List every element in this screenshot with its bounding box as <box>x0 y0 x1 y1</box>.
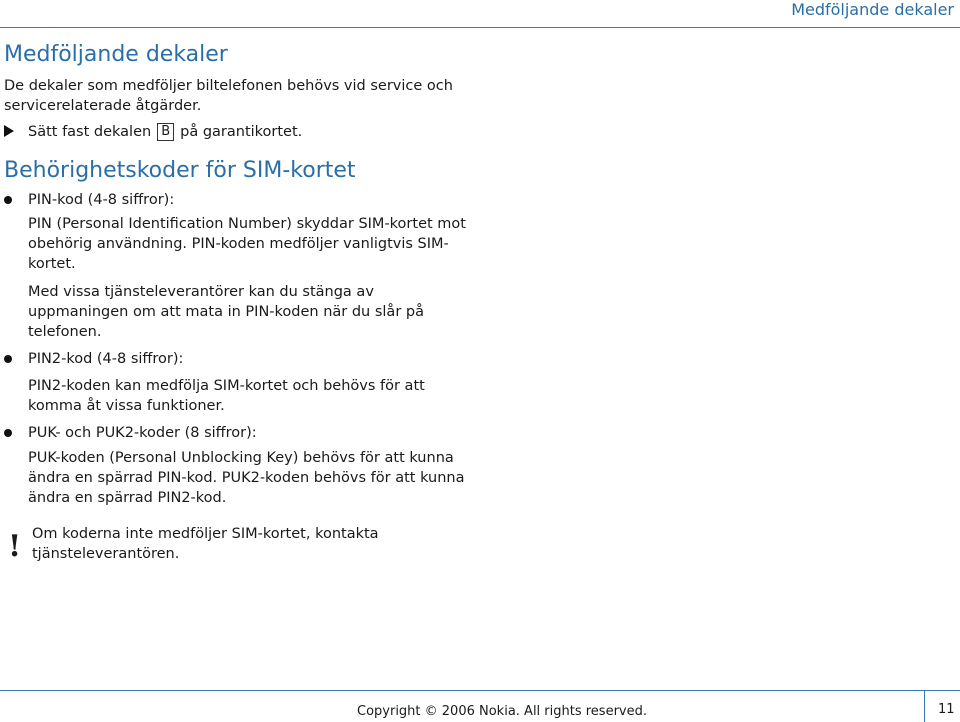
footer-separator <box>924 690 925 722</box>
arrow-right-icon <box>4 125 14 137</box>
page-title: Medföljande dekaler <box>4 42 228 67</box>
step-text-before: Sätt fast dekalen <box>28 124 152 140</box>
bullet-dot-icon <box>4 196 12 204</box>
copyright-text: Copyright © 2006 Nokia. All rights reserved. <box>357 704 647 719</box>
bullet-paragraph: PUK-koden (Personal Unblocking Key) behövs för att kunna ändra en spärrad PIN-kod. PUK2-koden behövs för att kunna ändra en spärrad PIN2-kod. <box>28 450 465 506</box>
step-text-after: på garantikortet. <box>180 124 303 140</box>
warning-icon: ! <box>8 529 22 564</box>
section-heading: Behörighetskoder för SIM-kortet <box>4 158 356 183</box>
label-b-icon: B <box>157 123 174 141</box>
bullet-label: PIN2-kod (4-8 siffror): <box>28 351 184 367</box>
bullet-paragraph: PIN (Personal Identification Number) skyddar SIM-kortet mot obehörig användning. PIN-koden medföljer vanligtvis SIM-kortet. <box>28 216 466 272</box>
bullet-dot-icon <box>4 429 12 437</box>
intro-paragraph: De dekaler som medföljer biltelefonen behövs vid service och servicerelaterade åtgärder. <box>4 78 453 114</box>
bullet-paragraph: PIN2-koden kan medfölja SIM-kortet och behövs för att komma åt vissa funktioner. <box>28 378 425 414</box>
instruction-step <box>4 122 302 142</box>
running-header: Medföljande dekaler <box>791 0 954 19</box>
bullet-paragraph: Med vissa tjänsteleverantörer kan du stänga av uppmaningen om att mata in PIN-koden när du slår på telefonen. <box>28 284 424 340</box>
warning-text: Om koderna inte medföljer SIM-kortet, kontakta tjänsteleverantören. <box>32 526 379 562</box>
bullet-label: PIN-kod (4-8 siffror): <box>28 192 175 208</box>
header-divider <box>0 27 960 28</box>
page-number: 11 <box>938 702 955 717</box>
bullet-dot-icon <box>4 355 12 363</box>
bullet-label: PUK- och PUK2-koder (8 siffror): <box>28 425 257 441</box>
footer-divider <box>0 690 960 691</box>
